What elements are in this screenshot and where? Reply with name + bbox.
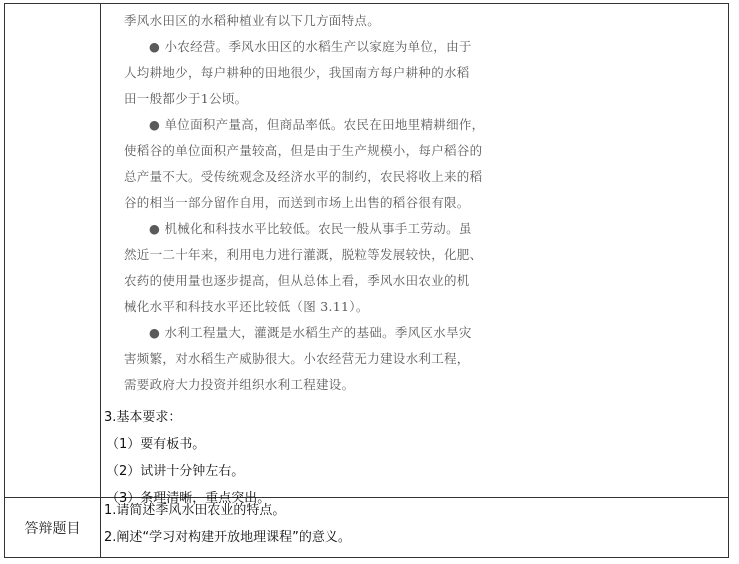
excerpt-line: 害频繁，对水稻生产威胁很大。小农经营无力建设水利工程， [124,351,470,366]
excerpt-line: 农药的使用量也逐步提高，但从总体上看，季风水田农业的机 [124,273,470,288]
requirement-item: （3）条理清晰，重点突出。 [106,491,271,506]
excerpt-line: ● 机械化和科技水平比较低。农民一般从事手工劳动。虽 [149,221,472,236]
requirement-item: （1）要有板书。 [106,437,206,452]
defense-label: 答辩题目 [24,521,81,537]
excerpt-line: 谷的相当一部分留作自用，而送到市场上出售的稻谷很有限。 [124,195,470,210]
excerpt-line: 械化水平和科技水平还比较低（图 3.11）。 [124,299,369,314]
excerpt-line: ● 水利工程量大，灌溉是水稻生产的基础。季风区水旱灾 [149,325,472,340]
excerpt-line: ● 小农经营。季风水田区的水稻生产以家庭为单位，由于 [149,39,472,54]
defense-question: 1.请简述季风水田农业的特点。 [104,503,286,518]
excerpt-intro: 季风水田区的水稻种植业有以下几方面特点。 [124,13,381,28]
excerpt-line: 使稻谷的单位面积产量较高，但是由于生产规模小，每户稻谷的 [124,143,483,158]
excerpt-line: 田一般都少于1公顷。 [124,91,248,106]
basic-requirements [104,404,704,512]
scanned-textbook-excerpt [124,8,624,400]
excerpt-line: 总产量不大。受传统观念及经济水平的制约，农民将收上来的稻 [124,169,483,184]
column-divider [100,4,101,557]
excerpt-line: 人均耕地少，每户耕种的田地很少，我国南方每户耕种的水稻 [124,65,470,80]
requirement-item: （2）试讲十分钟左右。 [106,464,245,479]
excerpt-line: 需要政府大力投资并组织水利工程建设。 [124,377,355,392]
requirements-heading: 3.基本要求： [104,410,182,425]
defense-questions [104,497,714,551]
excerpt-line: ● 单位面积产量高，但商品率低。农民在田地里精耕细作， [149,117,485,132]
defense-question: 2.阐述“学习对构建开放地理课程”的意义。 [104,530,351,545]
excerpt-line: 然近一二十年来，利用电力进行灌溉，脱粒等发展较快，化肥、 [124,247,483,262]
